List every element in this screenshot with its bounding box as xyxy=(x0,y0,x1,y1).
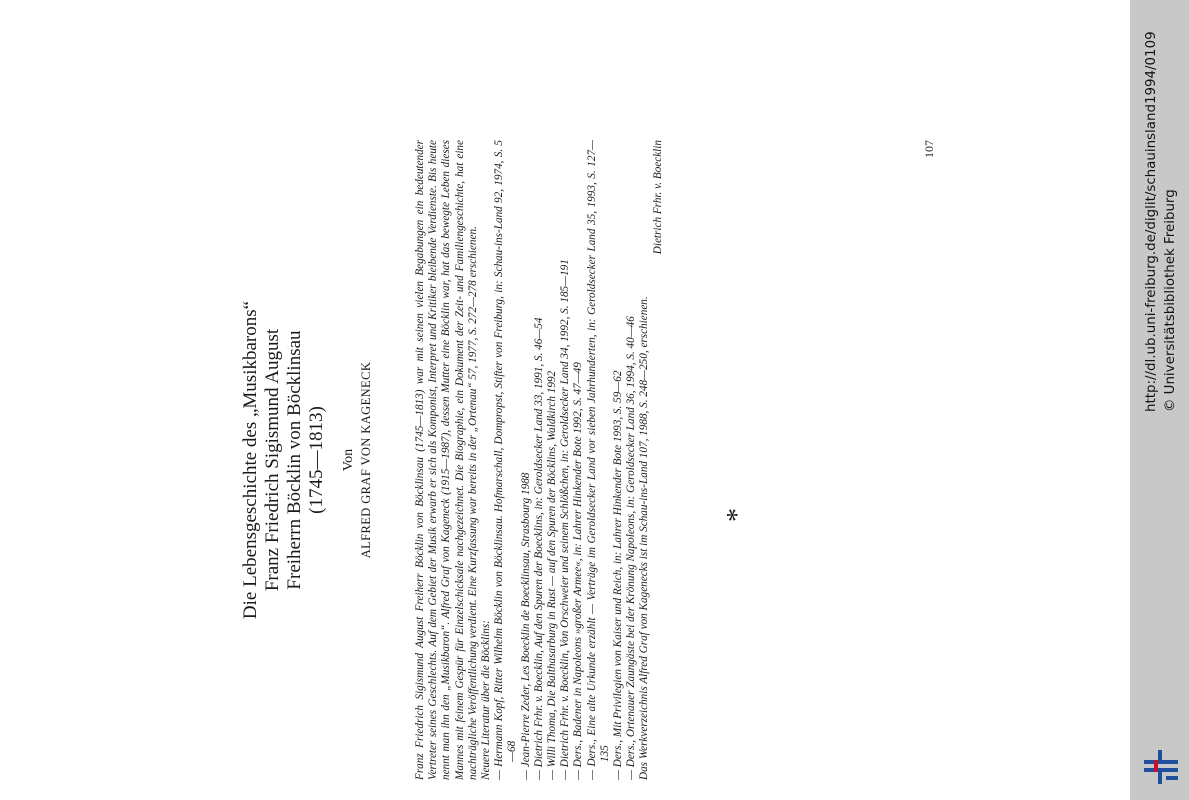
list-item: — Ders., Eine alte Urkunde erzählt — Verträge im Geroldsecker Land vor sieben Jahrhunderten, in: Geroldsecker Land 35, 1993, S. 127—135 xyxy=(585,140,611,780)
title-line-4: (1745—1813) xyxy=(306,406,327,514)
list-item: — Jean-Pierre Zeder, Les Boecklin de Boecklinsau, Strasbourg 1988 xyxy=(519,472,532,780)
list-item: — Willi Thoma, Die Balthasarburg in Rust — auf den Spuren der Böcklins, Waldkirch 1992 xyxy=(546,370,559,780)
page-number: 107 xyxy=(922,140,936,158)
literature-list xyxy=(493,140,638,780)
ub-freiburg-logo-icon[interactable] xyxy=(1140,746,1182,788)
title-line-2: Franz Friedrich Sigismund August xyxy=(262,328,283,592)
logo-bar xyxy=(1158,750,1162,760)
logo-bar xyxy=(1144,760,1178,764)
title-line-3: Freiherrn Böcklin von Böcklinsau xyxy=(284,330,305,590)
copyright-notice: © Universitätsbibliothek Freiburg xyxy=(1163,189,1178,412)
logo-bar xyxy=(1144,768,1178,772)
list-item: — Dietrich Frhr. v. Boecklin, Auf den Spuren der Boecklins, in: Geroldsecker Land 33, 1991, S. 46—54 xyxy=(532,317,545,780)
section-separator: * xyxy=(722,508,753,522)
article-body xyxy=(414,140,665,780)
logo-bar xyxy=(1166,776,1178,780)
list-item: — Hermann Kopf, Ritter Wilhelm Böcklin von Böcklinsau. Hofmarschall, Dompropst, Stifter von Freiburg, in: Schau-ins-Land 92, 1974, S. 5—68 xyxy=(493,140,519,780)
logo-bar xyxy=(1158,772,1162,784)
list-item: — Ders., Ortenauer Zaungäste bei der Krönung Napoleons, in: Geroldsecker Land 36, 1994, S. 40—46 xyxy=(625,316,638,780)
signature: Dietrich Frhr. v. Boecklin xyxy=(651,140,664,255)
rotated-document xyxy=(240,140,936,780)
source-url-link[interactable]: http://dl.ub.uni-freiburg.de/diglit/schauinsland1994/0109 xyxy=(1144,31,1159,412)
list-item: — Ders., Mit Privilegien von Kaiser und Reich, in: Lahrer Hinkender Bote 1993, S. 59—62 xyxy=(612,370,625,780)
list-item: — Ders., Badener in Napoleons »großer Armee«, in: Lahrer Hinkender Bote 1992, S. 47—49 xyxy=(572,362,585,780)
literature-heading: Neuere Literatur über die Böcklins: xyxy=(480,620,493,780)
byline-von: Von xyxy=(341,448,356,472)
title-line-1: Die Lebensgeschichte des „Musikbarons“ xyxy=(240,300,261,620)
list-item: — Dietrich Frhr. v. Boecklin, Von Orschweier und seinem Schlößchen, in: Geroldsecker Land 34, 1992, S. 185—191 xyxy=(559,259,572,780)
article-title xyxy=(240,140,328,780)
intro-paragraph: Franz Friedrich Sigismund August Freiherr Böcklin von Böcklinsau (1745—1813) war mit seinen vielen Begabungen ein bedeutender Vertreter seines Geschlechts. Auf dem Gebiet der Musik erwarb er sich als Komponist, Interpret und Kritiker bleibende Verdienste. Bis heute nennt man ihn den „Musikbaron“. Alfred Graf von Kageneck (1915—1987), dessen Mutter eine Böcklin war, hat das bewegte Leben dieses Mannes mit feinem Gespür für Einzelschicksale nachgezeichnet. Die Biographie, ein Dokument der Zeit- und Familiengeschichte, hat eine nachträgliche Veröffentlichung verdient. Eine Kurzfassung war bereits in der „Ortenau“ 57, 1977, S. 272—278 erschienen. xyxy=(414,140,479,780)
logo-accent xyxy=(1154,760,1158,772)
closing-paragraph: Das Werkverzeichnis Alfred Graf von Kagenecks ist im Schau-ins-Land 107, 1988, S. 248—250, erschienen. xyxy=(638,296,651,780)
author-name: ALFRED GRAF VON KAGENECK xyxy=(359,361,373,559)
sidebar-info xyxy=(1142,12,1180,412)
